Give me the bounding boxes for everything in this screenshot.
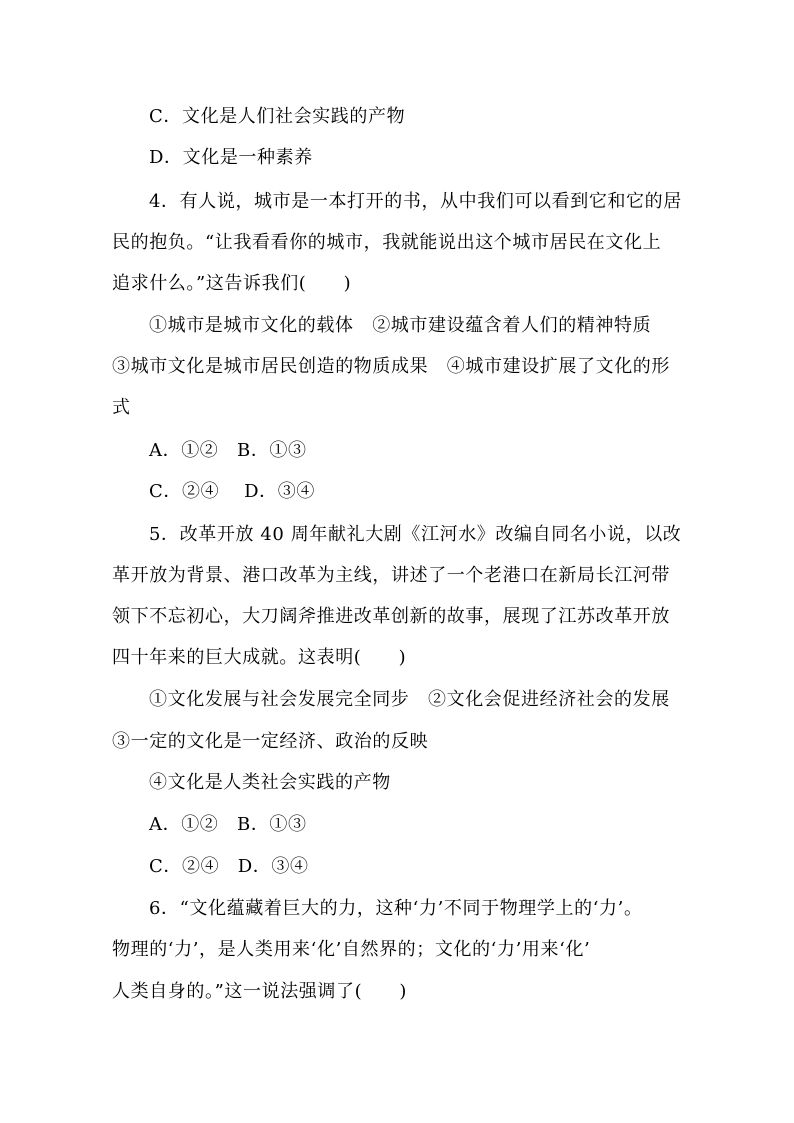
q3-option-c: C．文化是人们社会实践的产物 — [149, 106, 406, 127]
q4-options-ab: A．①② B．①③ — [149, 440, 307, 461]
q3-option-d: D．文化是一种素养 — [149, 147, 313, 168]
q4-options-cd: C．②④ D．③④ — [149, 481, 315, 502]
q5-options-ab: A．①② B．①③ — [149, 814, 307, 835]
q5-stem-line-2: 革开放为背景、港口改革为主线，讲述了一个老港口在新局长江河带 — [112, 565, 670, 586]
q4-statements-line-2: ③城市文化是城市居民创造的物质成果 ④城市建设扩展了文化的形 — [112, 356, 670, 377]
q5-options-cd: C．②④ D．③④ — [149, 856, 309, 877]
q5-statements-line-2: ③一定的文化是一定经济、政治的反映 — [112, 731, 429, 752]
q4-statements-line-1: ①城市是城市文化的载体 ②城市建设蕴含着人们的精神特质 — [149, 315, 652, 336]
q4-stem-line-3: 追求什么。”这告诉我们( ) — [112, 273, 352, 294]
q6-stem-line-1: 6．“文化蕴藏着巨大的力，这种‘力’不同于物理学上的‘力’。 — [149, 898, 643, 919]
q4-stem-line-2: 民的抱负。“让我看看你的城市，我就能说出这个城市居民在文化上 — [112, 232, 662, 253]
q5-stem-line-3: 领下不忘初心，大刀阔斧推进改革创新的故事，展现了江苏改革开放 — [112, 606, 670, 627]
q5-statements-line-3: ④文化是人类社会实践的产物 — [149, 772, 391, 793]
q5-stem-line-4: 四十年来的巨大成就。这表明( ) — [112, 647, 407, 668]
q4-stem-line-1: 4．有人说，城市是一本打开的书，从中我们可以看到它和它的居 — [149, 191, 682, 212]
q6-stem-line-3: 人类自身的。”这一说法强调了( ) — [112, 981, 408, 1002]
q5-statements-line-1: ①文化发展与社会发展完全同步 ②文化会促进经济社会的发展 — [149, 689, 670, 710]
q6-stem-line-2: 物理的‘力’，是人类用来‘化’自然界的；文化的‘力’用来‘化’ — [112, 939, 591, 960]
q4-statements-line-3: 式 — [112, 397, 131, 418]
q5-stem-line-1: 5．改革开放 40 周年献礼大剧《江河水》改编自同名小说，以改 — [149, 524, 682, 545]
